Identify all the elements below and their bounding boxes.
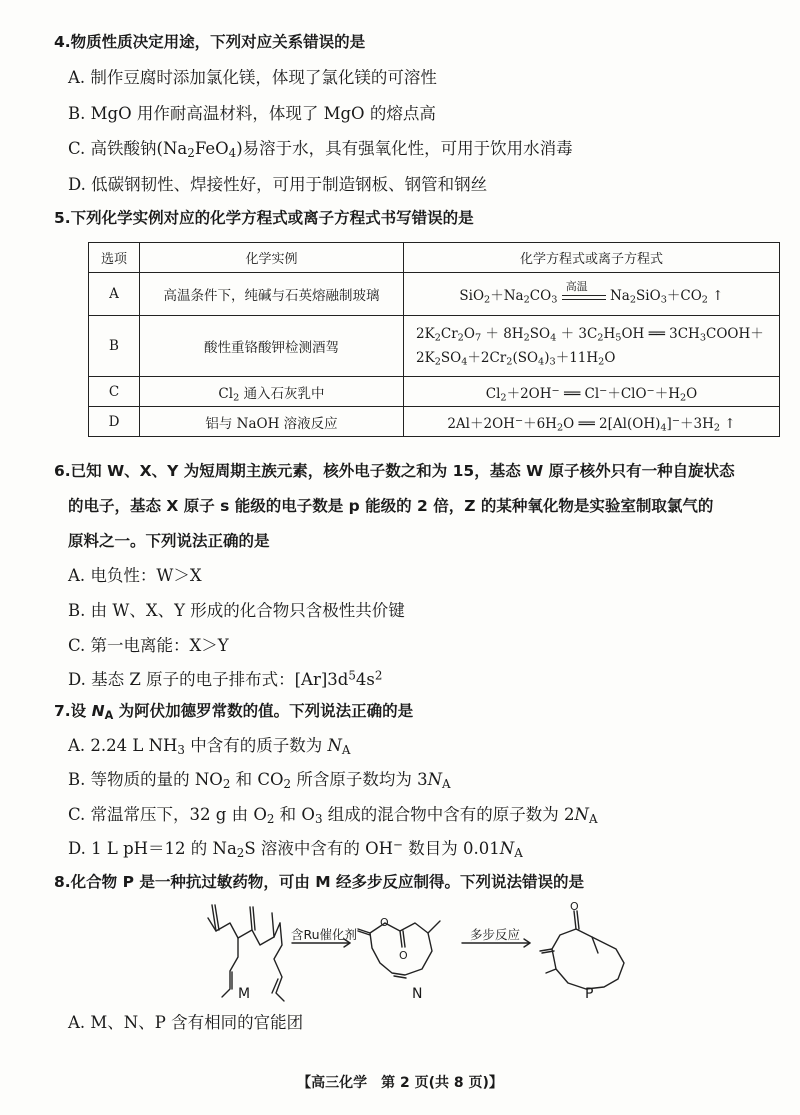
q4-stem: 4.物质性质决定用途，下列对应关系错误的是 <box>54 33 366 51</box>
q7-option-b: B. 等物质的量的 $NO_2$ 和 $CO_2$ 所含原子数均为 $3N_A$ <box>68 770 451 791</box>
equation-b: $2K_2Cr_2O_7 + 8H_2SO_4 + 3C_2H_5OH$ ══ $3CH_3COOH+$ $2K_2SO_4+2Cr_2(SO_4)_3+11H_2O$ <box>404 316 780 377</box>
q6-option-a: A. 电负性：W＞X <box>68 566 202 585</box>
equation-d: $2Al+2OH^-+6H_2O$ ══ $2[Al(OH)_4]^-+3H_2$ ↑ <box>404 407 780 437</box>
svg-text:O: O <box>570 900 579 913</box>
label-m: M <box>238 986 251 1002</box>
q8-stem: 8.化合物 P 是一种抗过敏药物，可由 M 经多步反应制得。下列说法错误的是 <box>54 873 585 891</box>
q4-option-a: A. 制作豆腐时添加氯化镁，体现了氯化镁的可溶性 <box>68 68 437 87</box>
q6-stem-line1: 6.已知 W、X、Y 为短周期主族元素，核外电子数之和为 15，基态 W 原子核外只有一种自旋状态 <box>54 462 735 480</box>
label-n: N <box>412 986 423 1002</box>
q6-option-c: C. 第一电离能：X＞Y <box>68 636 229 655</box>
arrow1-label: 含Ru催化剂 <box>291 927 358 942</box>
q7-option-d: D. 1 L pH＝12 的 $Na_2S$ 溶液中含有的 OH− 数目为 $0.01N_A$ <box>68 837 523 860</box>
q4-option-c: C. 高铁酸钠$(Na_2FeO_4)$易溶于水，具有强氧化性，可用于饮用水消毒 <box>68 139 573 160</box>
equation-a: $SiO_2+Na_2CO_3$ 高温 $Na_2SiO_3+CO_2$ ↑ <box>404 273 780 316</box>
table-row: D 铝与 NaOH 溶液反应 $2Al+2OH^-+6H_2O$ ══ $2[Al(OH)_4]^-+3H_2$ ↑ <box>89 407 780 437</box>
page-footer: 【高三化学 第 2 页(共 8 页)】 <box>297 1075 503 1091</box>
table-header: 化学方程式或离子方程式 <box>404 243 780 273</box>
svg-text:O: O <box>380 916 389 929</box>
table-row: C $Cl_2$ 通入石灰乳中 $Cl_2+2OH^-$ ══ $Cl^-+ClO^-+H_2O$ <box>89 377 780 407</box>
q5-stem: 5.下列化学实例对应的化学方程式或离子方程式书写错误的是 <box>54 209 474 227</box>
q7-option-a: A. 2.24 L $NH_3$ 中含有的质子数为 $N_A$ <box>68 736 351 757</box>
table-row: A 高温条件下，纯碱与石英熔融制玻璃 $SiO_2+Na_2CO_3$ 高温 $Na_2SiO_3+CO_2$ ↑ <box>89 273 780 316</box>
label-p: P <box>585 986 594 1002</box>
q6-option-d: D. 基态 Z 原子的电子排布式：$[Ar]3d^54s^2$ <box>68 668 383 689</box>
q6-stem-line3: 原料之一。下列说法正确的是 <box>68 532 270 550</box>
equation-c: $Cl_2+2OH^-$ ══ $Cl^-+ClO^-+H_2O$ <box>404 377 780 407</box>
svg-text:O: O <box>399 949 408 962</box>
q5-table <box>88 242 780 437</box>
q4-option-d: D. 低碳钢韧性、焊接性好，可用于制造钢板、钢管和钢丝 <box>68 175 488 194</box>
q8-option-a: A. M、N、P 含有相同的官能团 <box>68 1013 304 1032</box>
molecule-p <box>540 911 624 989</box>
q4-option-b: B. MgO 用作耐高温材料，体现了 MgO 的熔点高 <box>68 104 436 123</box>
arrow2-label: 多步反应 <box>470 927 521 942</box>
table-header: 化学实例 <box>140 243 404 273</box>
q7-option-c: C. 常温常压下，32 g 由 $O_2$ 和 $O_3$ 组成的混合物中含有的原子数为 $2N_A$ <box>68 805 598 826</box>
q7-stem: 7.设 $N_A$ 为阿伏加德罗常数的值。下列说法正确的是 <box>54 702 414 722</box>
table-row: B 酸性重铬酸钾检测酒驾 $2K_2Cr_2O_7 + 8H_2SO_4 + 3C_2H_5OH$ ══ $3CH_3COOH+$ $2K_2SO_4+2Cr_2(SO_4)_3+11H_2O$ <box>89 316 780 377</box>
table-header: 选项 <box>89 243 140 273</box>
q6-option-b: B. 由 W、X、Y 形成的化合物只含极性共价键 <box>68 601 405 620</box>
q6-stem-line2: 的电子，基态 X 原子 s 能级的电子数是 p 能级的 2 倍，Z 的某种氧化物是实验室制取氯气的 <box>68 497 714 515</box>
